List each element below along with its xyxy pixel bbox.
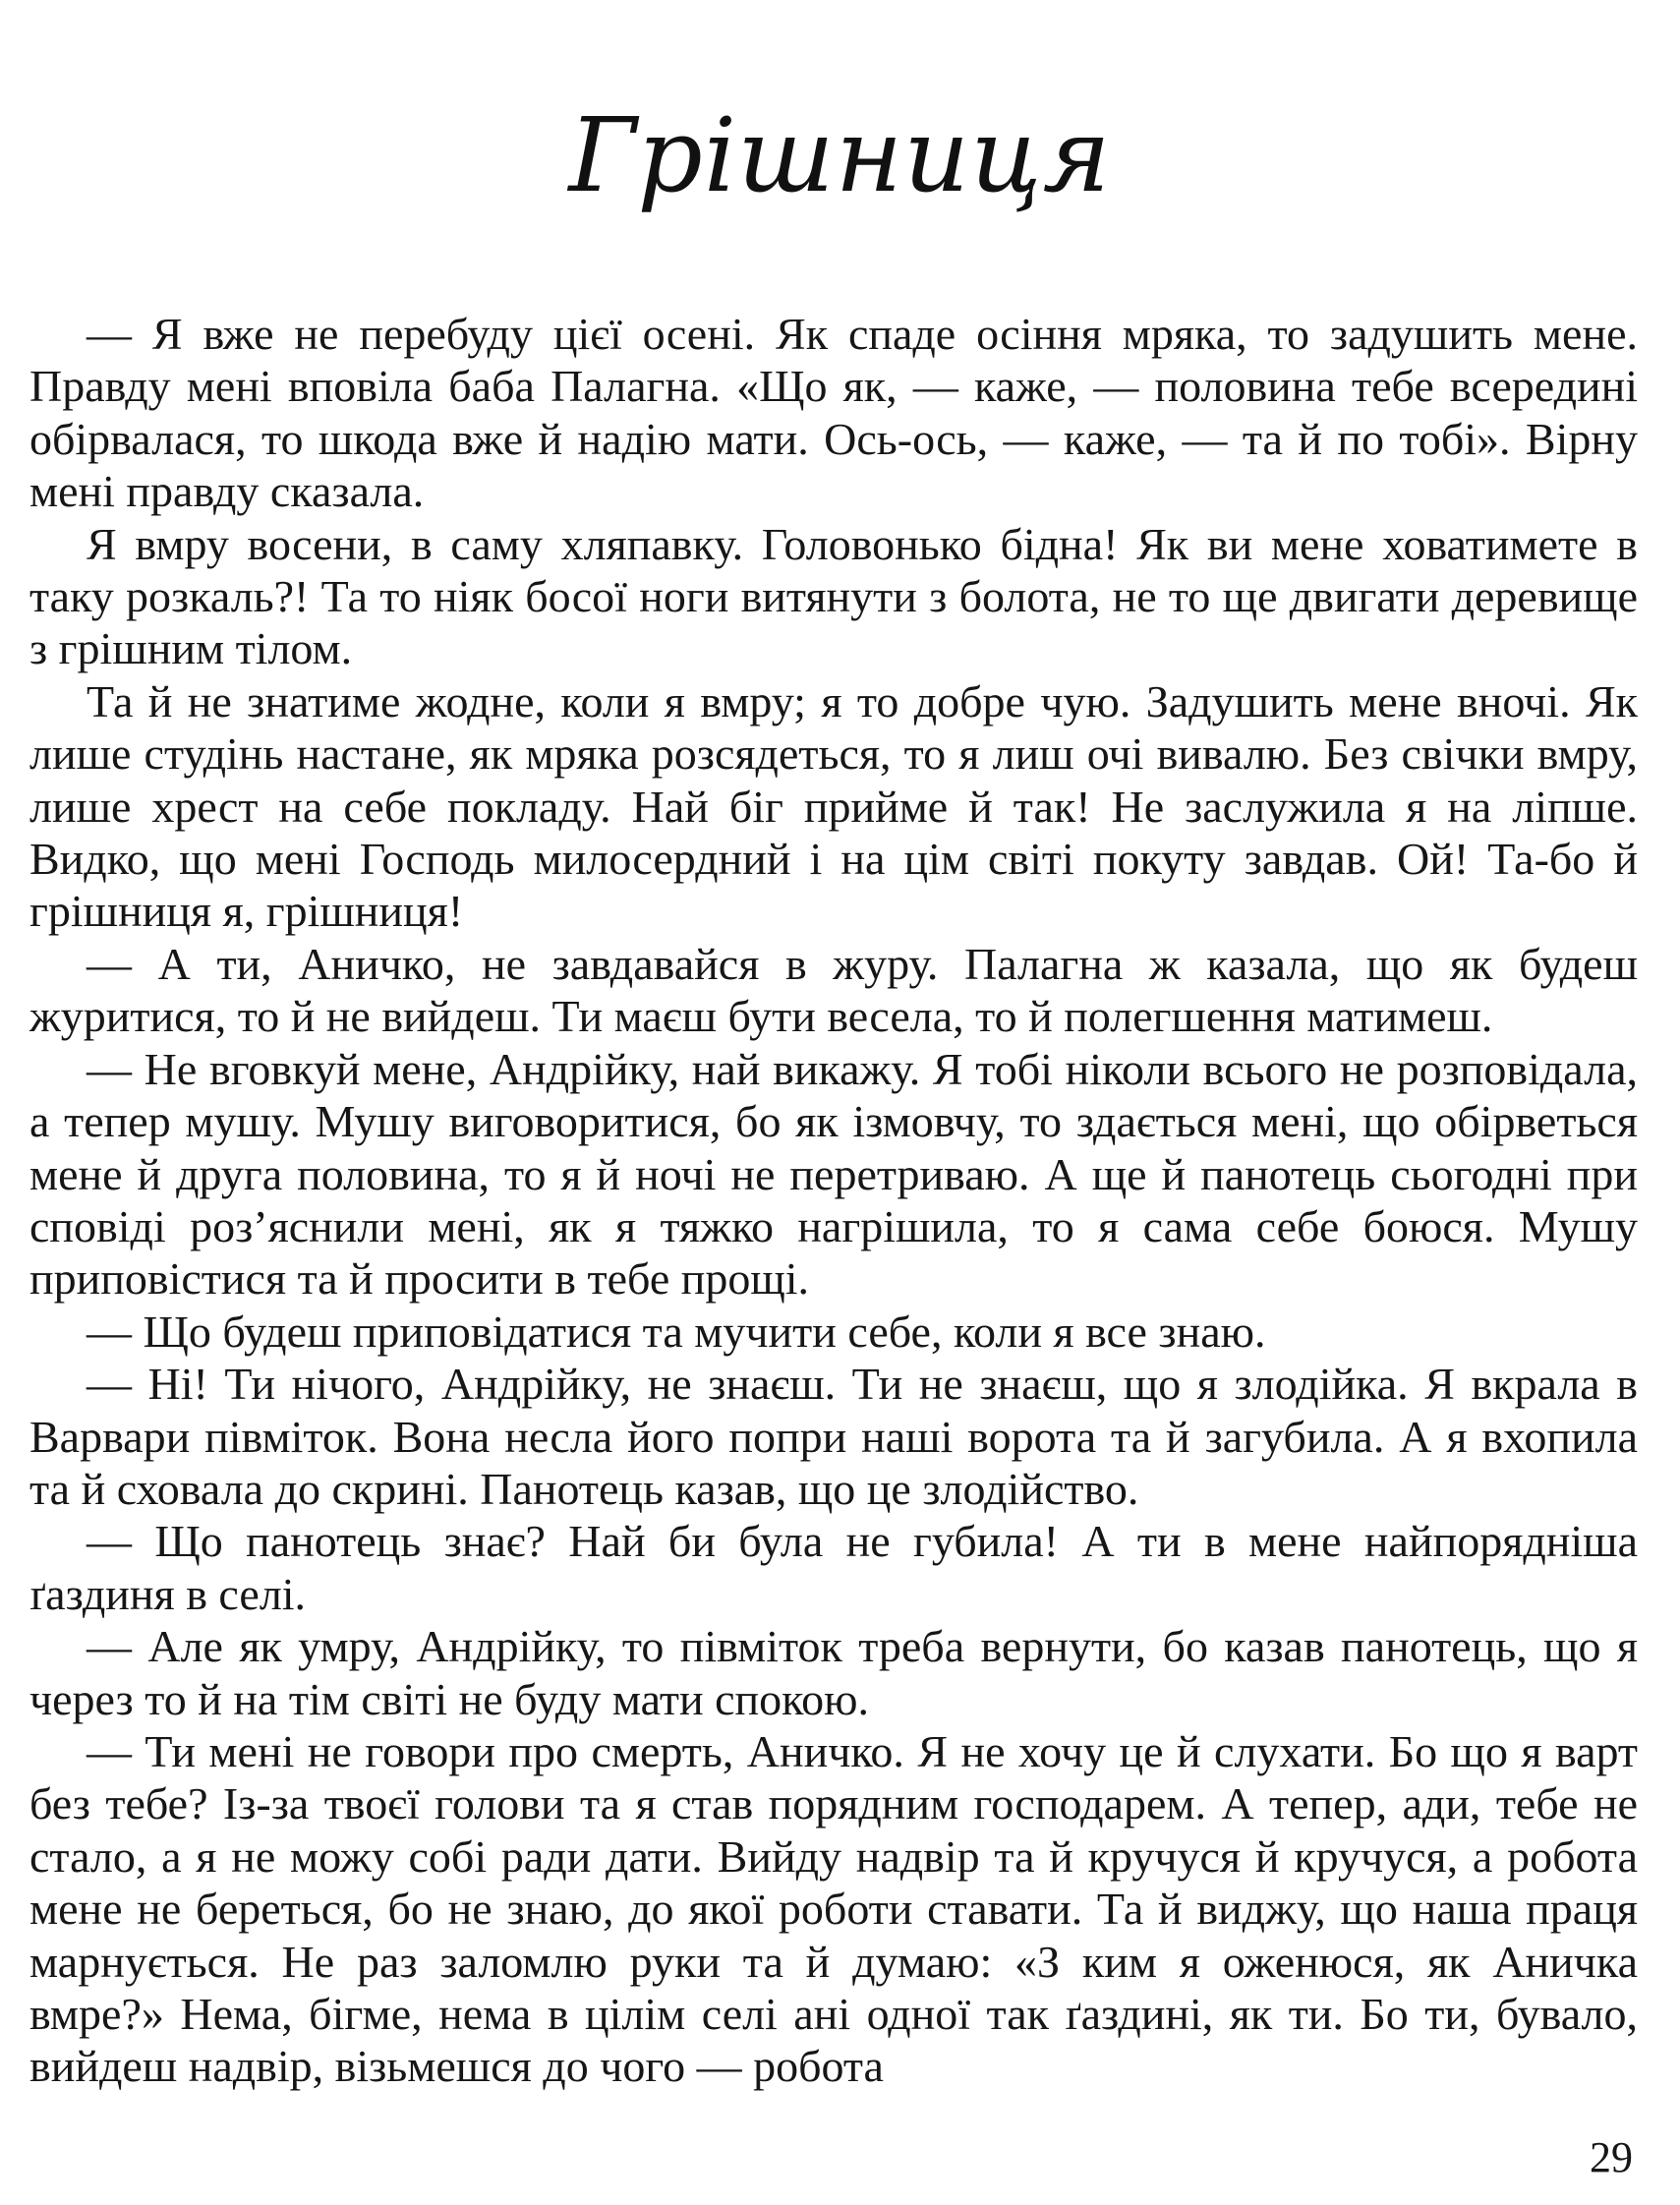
paragraph: — Ні! Ти нічого, Андрійку, не знаєш. Ти не знаєш, що я злодійка. Я вкрала в Варвари півміток. Вона несла його попри наші ворота та й загубила. А я вхопила та й сховала до скрині. Панотець казав, що це злодійство. (29, 1359, 1638, 1514)
paragraph: — Не вговкуй мене, Андрійку, най викажу. Я тобі ніколи всього не розповідала, а тепер мушу. Мушу виговоритися, бо як ізмовчу, то здається мені, що обірветься мене й друга половина, то я й ночі не перетриваю. А ще й панотець сьогодні при сповіді роз’яснили мені, як я тяжко нагрішила, то я сама себе боюся. Мушу приповістися та й просити в тебе прощі. (29, 1043, 1638, 1305)
paragraph: — А ти, Аничко, не завдавайся в журу. Палагна ж казала, що як будеш журитися, то й не вийдеш. Ти маєш бути весела, то й полегшення матимеш. (29, 938, 1638, 1042)
paragraph: Та й не знатиме жодне, коли я вмру; я то добре чую. Задушить мене вночі. Як лише студінь настане, як мряка розсядеться, то я лиш очі вивалю. Без свічки вмру, лише хрест на себе покладу. Най біг прийме й так! Не заслужила я на ліпше. Видко, що мені Господь милосердний і на цім світі покуту завдав. Ой! Та-бо й грішниця я, грішниця! (29, 675, 1638, 937)
paragraph: — Але як умру, Андрійку, то півміток треба вернути, бо казав панотець, що я через то й на тім світі не буду мати спокою. (29, 1621, 1638, 1724)
body-text (29, 308, 1638, 2093)
page-number: 29 (1590, 2133, 1633, 2181)
chapter-title: Грішниця (568, 95, 1112, 215)
paragraph: — Що будеш приповідатися та мучити себе, коли я все знаю. (87, 1306, 1266, 1357)
paragraph: — Я вже не перебуду цієї осені. Як спаде осіння мряка, то задушить мене. Правду мені вповіла баба Палагна. «Що як, — каже, — половина тебе всередині обірвалася, то шкода вже й надію мати. Ось-ось, — каже, — та й по тобі». Вірну мені правду сказала. (29, 309, 1638, 517)
paragraph: — Ти мені не говори про смерть, Аничко. Я не хочу це й слухати. Бо що я варт без тебе? Із-за твоєї голови та я став порядним господарем. А тепер, ади, тебе не стало, а я не можу собі ради дати. Вийду надвір та й кручуся й кручуся, а робота мене не береться, бо не знаю, до якої роботи ставати. Та й виджу, що наша праця марнується. Не раз заломлю руки та й думаю: «З ким я оженюся, як Аничка вмре?» Нема, бігме, нема в цілім селі ані одної так ґаздині, як ти. Бо ти, бувало, вийдеш надвір, візьмешся до чого — робота (29, 1725, 1638, 2092)
paragraph: Я вмру восени, в саму хляпавку. Головонько бідна! Як ви мене ховатимете в таку розкаль?! Та то ніяк босої ноги витянути з болота, не то ще двигати деревище з грішним тілом. (29, 518, 1638, 674)
paragraph: — Що панотець знає? Най би була не губила! А ти в мене найпорядніша ґаздиня в селі. (29, 1516, 1638, 1619)
